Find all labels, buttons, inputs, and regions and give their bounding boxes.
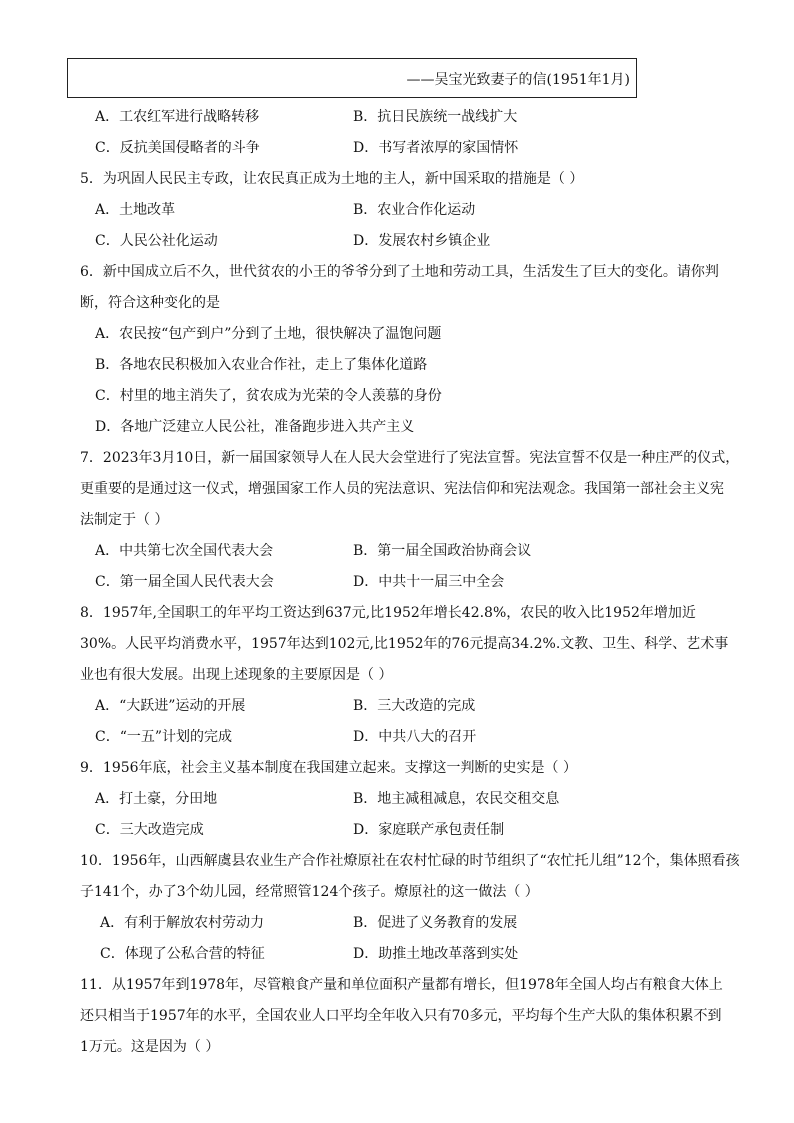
- q7-option-d: D．中共十一届三中全会: [353, 574, 505, 590]
- q9-option-c: C．三大改造完成: [95, 822, 204, 838]
- q4-option-d: D．书写者浓厚的家国情怀: [353, 140, 519, 156]
- q7-option-a: A．中共第七次全国代表大会: [95, 543, 274, 559]
- q9-option-b: B．地主减租减息，农民交租交息: [353, 791, 560, 807]
- q6-stem-line-2: 断，符合这种变化的是: [80, 295, 220, 311]
- quote-source: ——吴宝光致妻子的信(1951年1月): [406, 72, 630, 88]
- q5-option-c: C．人民公社化运动: [95, 233, 218, 249]
- q4-option-a: A．工农红军进行战略转移: [95, 109, 260, 125]
- q6-stem-line-1: 6．新中国成立后不久，世代贫农的小王的爷爷分到了土地和劳动工具，生活发生了巨大的变化。请你判: [80, 264, 719, 280]
- q7-stem-line-2: 更重要的是通过这一仪式，增强国家工作人员的宪法意识、宪法信仰和宪法观念。我国第一部社会主义宪: [80, 481, 724, 497]
- q8-stem-line-3: 业也有很大发展。出现上述现象的主要原因是（ ）: [80, 667, 393, 683]
- q7-option-c: C．第一届全国人民代表大会: [95, 574, 274, 590]
- q11-stem-line-1: 11．从1957年到1978年，尽管粮食产量和单位面积产量都有增长，但1978年全国人均占有粮食大体上: [80, 977, 723, 993]
- q8-option-d: D．中共八大的召开: [353, 729, 477, 745]
- q10-stem-line-1: 10．1956年，山西解虞县农业生产合作社燎原社在农村忙碌的时节组织了“农忙托儿组”12个，集体照看孩: [80, 853, 740, 869]
- q8-option-b: B．三大改造的完成: [353, 698, 476, 714]
- q7-stem-line-1: 7．2023年3月10日，新一届国家领导人在人民大会堂进行了宪法宣誓。宪法宣誓不仅是一种庄严的仪式，: [80, 450, 740, 466]
- quote-box: [67, 58, 637, 98]
- q8-stem-line-1: 8．1957年,全国职工的年平均工资达到637元,比1952年增长42.8%，农民的收入比1952年增加近: [80, 605, 696, 621]
- q4-option-b: B．抗日民族统一战线扩大: [353, 109, 518, 125]
- q10-option-a: A．有利于解放农村劳动力: [100, 915, 265, 931]
- q10-option-d: D．助推土地改革落到实处: [353, 946, 519, 962]
- q6-option-a: A．农民按“包产到户”分到了土地，很快解决了温饱问题: [95, 326, 442, 342]
- q6-option-d: D．各地广泛建立人民公社，准备跑步进入共产主义: [95, 419, 415, 435]
- q7-stem-line-3: 法制定于（ ）: [80, 512, 169, 528]
- q6-option-c: C．村里的地主消失了，贫农成为光荣的令人羡慕的身份: [95, 388, 442, 404]
- q10-option-c: C．体现了公私合营的特征: [100, 946, 265, 962]
- q10-stem-line-2: 子141个，办了3个幼儿园，经常照管124个孩子。燎原社的这一做法（ ）: [80, 884, 539, 900]
- q5-option-a: A．土地改革: [95, 202, 176, 218]
- q8-option-c: C．“一五”计划的完成: [95, 729, 233, 745]
- q9-option-d: D．家庭联产承包责任制: [353, 822, 505, 838]
- q6-option-b: B．各地农民积极加入农业合作社，走上了集体化道路: [95, 357, 428, 373]
- q11-stem-line-2: 还只相当于1957年的水平，全国农业人口平均全年收入只有70多元，平均每个生产大队的集体积累不到: [80, 1008, 722, 1024]
- q4-option-c: C．反抗美国侵略者的斗争: [95, 140, 260, 156]
- q8-stem-line-2: 30%。人民平均消费水平，1957年达到102元,比1952年的76元提高34.2%.文教、卫生、科学、艺术事: [80, 636, 729, 652]
- q11-stem-line-3: 1万元。这是因为（ ）: [80, 1039, 220, 1055]
- q8-option-a: A．“大跃进”运动的开展: [95, 698, 246, 714]
- q10-option-b: B．促进了义务教育的发展: [353, 915, 518, 931]
- q5-option-d: D．发展农村乡镇企业: [353, 233, 491, 249]
- q7-option-b: B．第一届全国政治协商会议: [353, 543, 532, 559]
- q5-stem: 5．为巩固人民民主专政，让农民真正成为土地的主人，新中国采取的措施是（ ）: [80, 171, 584, 187]
- q9-option-a: A．打土豪，分田地: [95, 791, 218, 807]
- q9-stem: 9．1956年底，社会主义基本制度在我国建立起来。支撑这一判断的史实是（ ）: [80, 760, 577, 776]
- q5-option-b: B．农业合作化运动: [353, 202, 476, 218]
